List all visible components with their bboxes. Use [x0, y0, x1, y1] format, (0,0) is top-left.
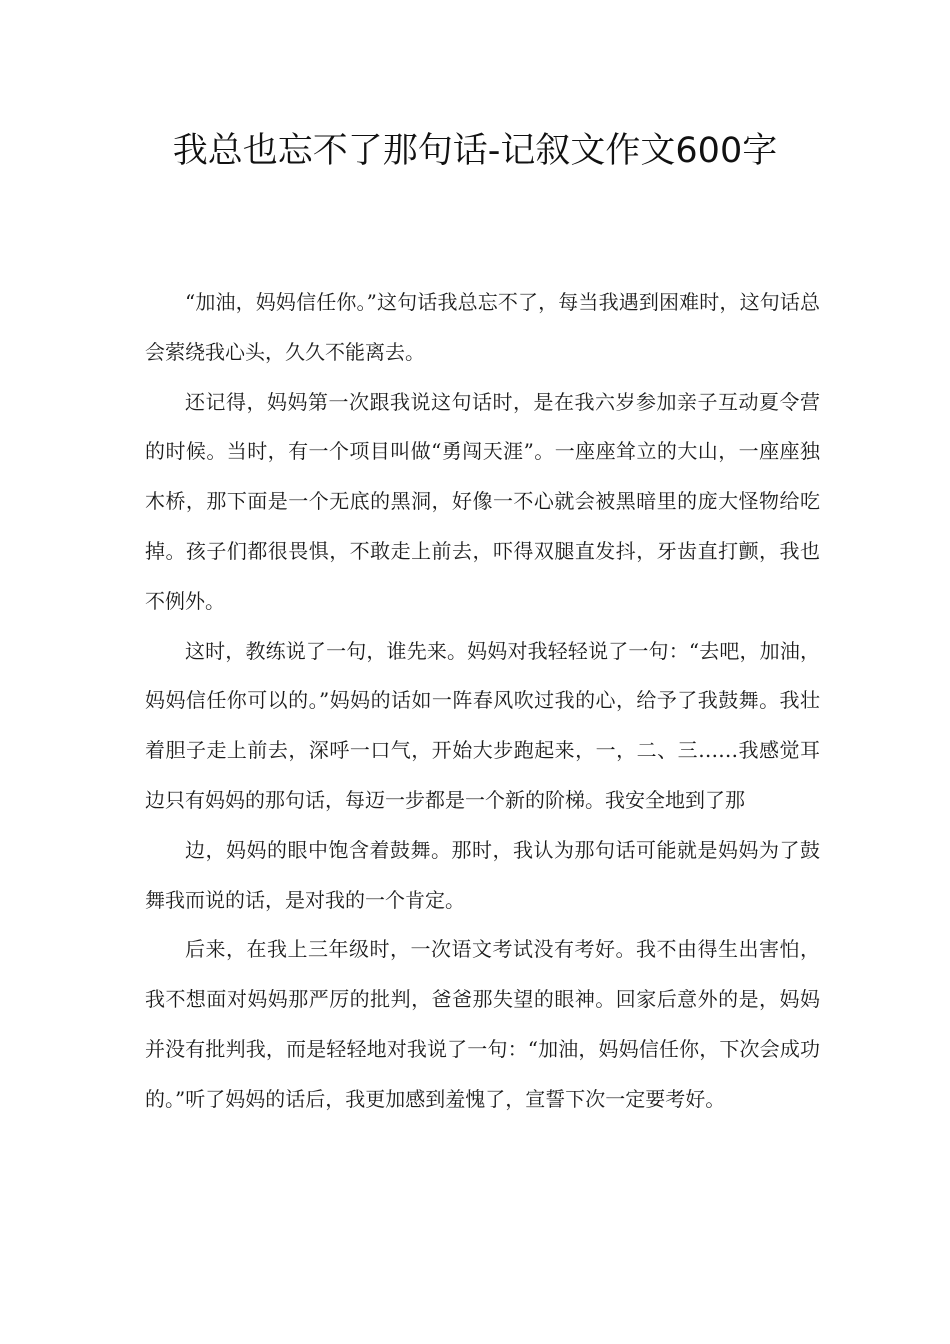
document-title: 我总也忘不了那句话-记叙文作文600字 [172, 131, 778, 171]
paragraph-1: “加油，妈妈信任你。”这句话我总忘不了，每当我遇到困难时，这句话总会萦绕我心头，久久不能离去。 [145, 290, 820, 364]
paragraph-2: 还记得，妈妈第一次跟我说这句话时，是在我六岁参加亲子互动夏令营的时候。当时，有一个项目叫做“勇闯天涯”。一座座耸立的大山，一座座独木桥，那下面是一个无底的黑洞，好像一不心就会被黑暗里的庞大怪物给吃掉。孩子们都很畏惧，不敢走上前去，吓得双腿直发抖，牙齿直打颤，我也不例外。 [145, 389, 820, 613]
paragraph-3: 这时，教练说了一句，谁先来。妈妈对我轻轻说了一句：“去吧，加油，妈妈信任你可以的。”妈妈的话如一阵春风吹过我的心，给予了我鼓舞。我壮着胆子走上前去，深呼一口气，开始大步跑起来，一，二、三……我感觉耳边只有妈妈的那句话，每迈一步都是一个新的阶梯。我安全地到了那 [145, 638, 820, 812]
paragraph-5: 后来，在我上三年级时，一次语文考试没有考好。我不由得生出害怕，我不想面对妈妈那严厉的批判，爸爸那失望的眼神。回家后意外的是，妈妈并没有批判我，而是轻轻地对我说了一句：“加油，妈妈信任你，下次会成功的。”听了妈妈的话后，我更加感到羞愧了，宣誓下次一定要考好。 [145, 937, 820, 1111]
paragraph-4: 边，妈妈的眼中饱含着鼓舞。那时，我认为那句话可能就是妈妈为了鼓舞我而说的话，是对我的一个肯定。 [145, 837, 820, 912]
article-body [145, 278, 820, 1125]
